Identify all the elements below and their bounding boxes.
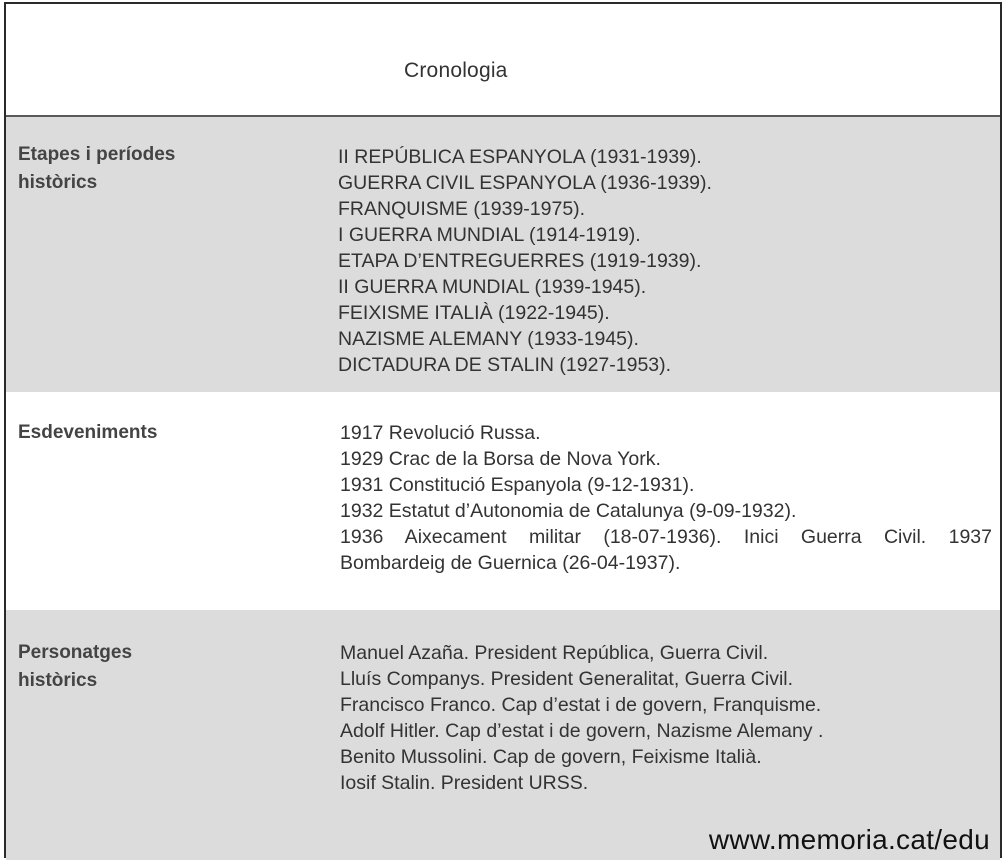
list-item: Francisco Franco. Cap d’estat i de govern, Franquisme.: [340, 694, 822, 716]
title-row: [6, 4, 1000, 117]
list-item: 1917 Revolució Russa.: [340, 422, 541, 444]
list-item: Bombardeig de Guernica (26-04-1937).: [340, 552, 681, 574]
section-periods: [6, 117, 1000, 392]
chronology-table: [4, 2, 1002, 858]
heading-line: històrics: [18, 670, 98, 691]
list-item: II REPÚBLICA ESPANYOLA (1931-1939).: [338, 146, 702, 168]
section-heading: [18, 141, 248, 197]
section-events: [6, 392, 1000, 610]
list-item: 1932 Estatut d’Autonomia de Catalunya (9-09-1932).: [340, 500, 797, 522]
list-item: Adolf Hitler. Cap d’estat i de govern, Nazisme Alemany .: [340, 720, 824, 742]
events-list: [340, 420, 992, 576]
list-item: FRANQUISME (1939-1975).: [338, 198, 586, 220]
section-heading: [18, 419, 248, 447]
section-people: [6, 610, 1000, 860]
list-item: ETAPA D’ENTREGUERRES (1919-1939).: [338, 250, 702, 272]
list-item: II GUERRA MUNDIAL (1939-1945).: [338, 276, 647, 298]
list-item: DICTADURA DE STALIN (1927-1953).: [338, 354, 672, 376]
list-item: NAZISME ALEMANY (1933-1945).: [338, 328, 639, 350]
list-item: Lluís Companys. President Generalitat, Guerra Civil.: [340, 668, 794, 690]
list-item: 1936 Aixecament militar (18-07-1936). Inici Guerra Civil. 1937: [340, 526, 992, 548]
heading-line: Esdeveniments: [18, 422, 158, 443]
list-item: Iosif Stalin. President URSS.: [340, 772, 589, 794]
source-url: www.memoria.cat/edu: [708, 824, 990, 855]
list-item: Benito Mussolini. Cap de govern, Feixisme Italià.: [340, 746, 762, 768]
heading-line: Personatges: [18, 642, 133, 663]
page-title: Cronologia: [404, 59, 508, 82]
periods-list: [338, 144, 712, 378]
heading-line: històrics: [18, 172, 98, 193]
list-item: Manuel Azaña. President República, Guerra Civil.: [340, 642, 769, 664]
people-list: [340, 640, 823, 796]
list-item: 1931 Constitució Espanyola (9-12-1931).: [340, 474, 695, 496]
list-item: FEIXISME ITALIÀ (1922-1945).: [338, 302, 610, 324]
list-item: GUERRA CIVIL ESPANYOLA (1936-1939).: [338, 172, 712, 194]
list-item: I GUERRA MUNDIAL (1914-1919).: [338, 224, 641, 246]
list-item: 1929 Crac de la Borsa de Nova York.: [340, 448, 661, 470]
section-heading: [18, 639, 248, 695]
heading-line: Etapes i períodes: [18, 144, 176, 165]
